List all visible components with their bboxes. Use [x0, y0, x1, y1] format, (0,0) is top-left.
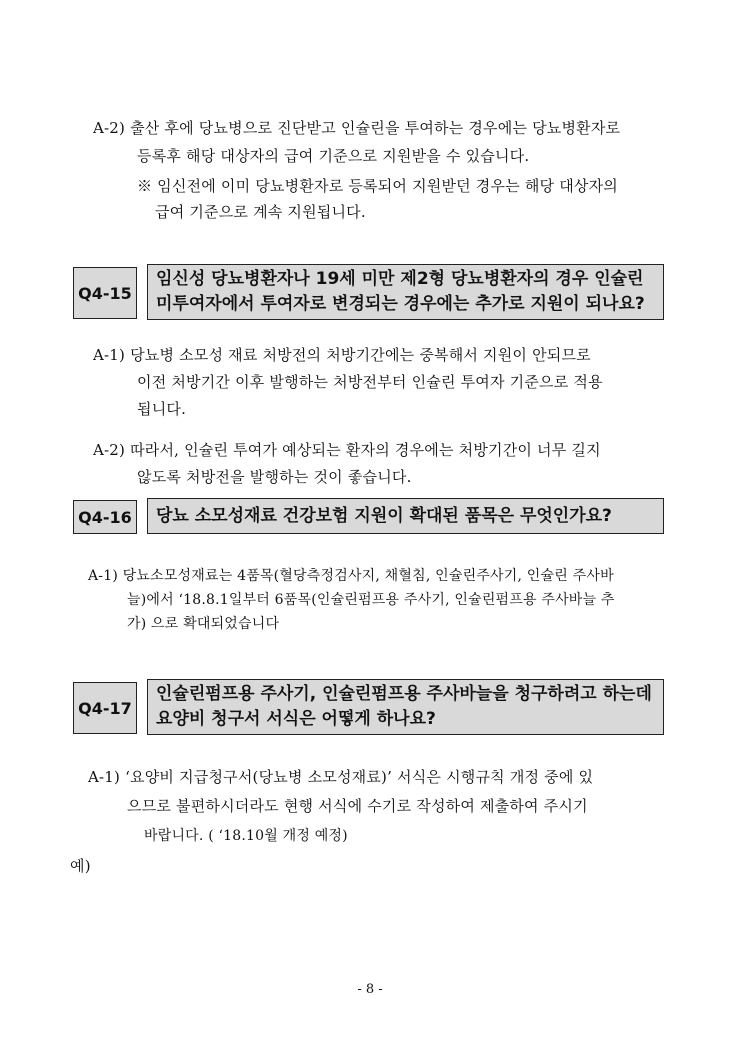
question-q4-17-line1: 인슐린펌프용 주사기, 인슐린펌프용 주사바늘을 청구하려고 하는데 [156, 684, 652, 704]
question-box-q4-16 [147, 498, 664, 534]
answer-q4-15-a2-line2: 않도록 처방전을 발행하는 것이 좋습니다. [137, 468, 412, 486]
answer-q4-16-a1-line2: 늘)에서 ‘18.8.1일부터 6품목(인슐린펌프용 주사기, 인슐린펌프용 주사바늘 추 [127, 592, 615, 608]
question-box-q4-17 [147, 679, 664, 735]
question-q4-15-line1: 임신성 당뇨병환자나 19세 미만 제2형 당뇨병환자의 경우 인슐린 [156, 269, 644, 289]
question-box-q4-15 [147, 264, 664, 320]
answer-a2-line2: 등록후 해당 대상자의 급여 기준으로 지원받을 수 있습니다. [137, 147, 530, 165]
question-id-q4-15: Q4-15 [73, 267, 137, 319]
question-q4-16-line1: 당뇨 소모성재료 건강보험 지원이 확대된 품목은 무엇인가요? [156, 505, 612, 526]
answer-q4-15-a1-line1: A-1) 당뇨병 소모성 재료 처방전의 처방기간에는 중복해서 지원이 안되므로 [93, 346, 591, 364]
answer-q4-17-a1-line2: 으므로 불편하시더라도 현행 서식에 수기로 작성하여 제출하여 주시기 [127, 797, 588, 815]
page-number: - 8 - [357, 982, 383, 997]
question-q4-17-line2: 요양비 청구서 서식은 어떻게 하나요? [156, 709, 436, 729]
question-id-q4-16: Q4-16 [73, 500, 137, 534]
answer-q4-15-a1-line2: 이전 처방기간 이후 발행하는 처방전부터 인슐린 투여자 기준으로 적용 [137, 373, 603, 391]
answer-q4-16-a1-line3: 가) 으로 확대되었습니다 [127, 616, 280, 632]
answer-q4-17-a1-line1: A-1) ‘요양비 지급청구서(당뇨병 소모성재료)’ 서식은 시행규칙 개정 중에 있 [88, 768, 594, 786]
answer-q4-16-a1-line1: A-1) 당뇨소모성재료는 4품목(혈당측정검사지, 채혈침, 인슐린주사기, 인슐린 주사바 [88, 568, 614, 584]
note-line1: ※ 임신전에 이미 당뇨병환자로 등록되어 지원받던 경우는 해당 대상자의 [137, 177, 618, 195]
answer-q4-17-a1-line3: 바랍니다. ( ‘18.10월 개정 예정) [144, 828, 348, 844]
note-line2: 급여 기준으로 계속 지원됩니다. [155, 203, 366, 221]
answer-q4-15-a1-line3: 됩니다. [137, 400, 187, 418]
question-id-q4-17: Q4-17 [73, 682, 137, 734]
answer-q4-15-a2-line1: A-2) 따라서, 인슐린 투여가 예상되는 환자의 경우에는 처방기간이 너무 길지 [93, 441, 601, 459]
example-label: 예) [70, 857, 91, 875]
answer-a2-line1: A-2) 출산 후에 당뇨병으로 진단받고 인슐린을 투여하는 경우에는 당뇨병환자로 [93, 119, 621, 137]
question-q4-15-line2: 미투여자에서 투여자로 변경되는 경우에는 추가로 지원이 되나요? [156, 294, 645, 314]
